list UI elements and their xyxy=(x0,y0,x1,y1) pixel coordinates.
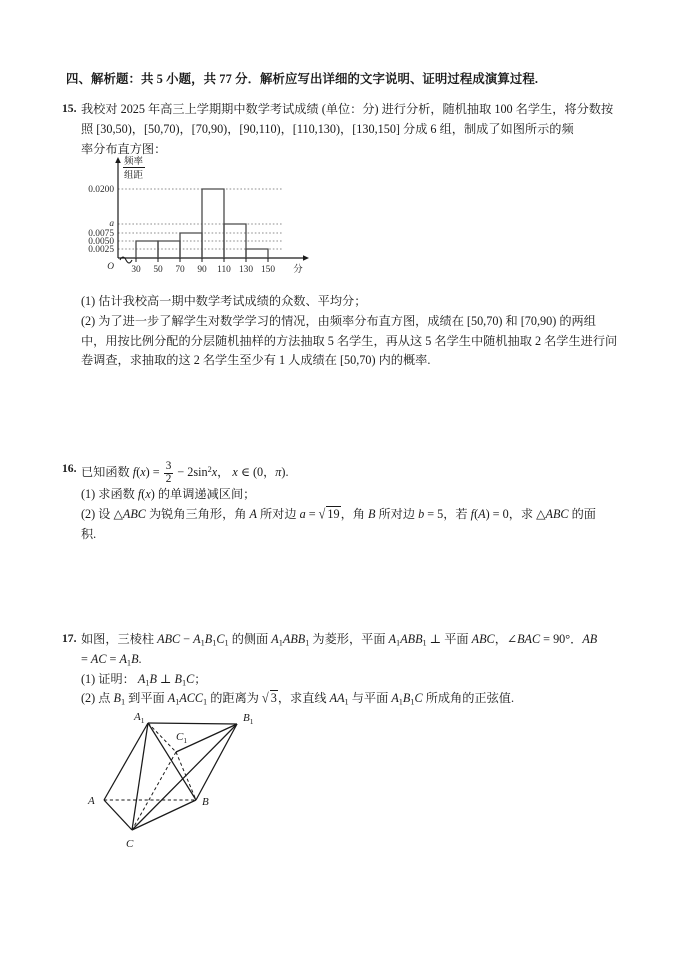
vertex-label-B1: $B_1$ xyxy=(243,712,254,726)
x-tick-50: 50 xyxy=(153,265,163,275)
edge-C1-C-dashed xyxy=(132,752,176,830)
origin-label: O xyxy=(107,262,114,272)
x-tick-30: 30 xyxy=(131,265,141,275)
vertex-label-C1: $C_1$ xyxy=(176,731,188,745)
vertex-label-A: A xyxy=(88,795,95,807)
x-axis-arrow xyxy=(303,255,309,261)
y-axis-label-numerator: 频率 xyxy=(124,156,144,167)
histogram-bars xyxy=(136,189,268,258)
fraction-3-over-2: $\frac{3}{2}$ xyxy=(165,459,172,485)
prism-figure xyxy=(78,704,328,854)
question-16-body xyxy=(81,460,628,545)
vertex-label-B: B xyxy=(202,796,209,808)
prism-svg xyxy=(78,704,328,854)
edge-B-B1 xyxy=(196,724,237,800)
question-17-line-2: = AC = $A_1B$. xyxy=(81,651,142,668)
prism-visible-edges xyxy=(104,723,237,830)
question-17 xyxy=(62,630,628,709)
edge-A1-C xyxy=(132,723,148,830)
question-17-line-1: 如图，三棱柱 ABC − $A_1B_1C_1$ 的侧面 $A_1ABB_1$ 为菱形，平面 $A_1ABB_1$ ⊥ 平面 ABC，∠BAC = 90°．AB xyxy=(81,632,598,648)
question-15-part-1: (1) 估计我校高一期中数学考试成绩的众数、平均分； xyxy=(81,294,367,308)
y-axis-label-denominator: 组距 xyxy=(124,170,144,181)
x-tick-110: 110 xyxy=(217,265,231,275)
y-tick-00075: 0.0075 xyxy=(88,229,114,239)
x-axis-ticks xyxy=(136,258,268,262)
question-17-part-1: (1) 证明： $A_1B$ ⊥ $B_1C$； xyxy=(81,671,207,687)
question-16-part-1: (1) 求函数 f(x) 的单调递减区间； xyxy=(81,487,256,502)
question-16-part-2-line-2: 积. xyxy=(81,526,97,541)
edge-A-C xyxy=(104,800,132,830)
x-tick-90: 90 xyxy=(197,265,207,275)
x-axis-unit-label: 分 xyxy=(293,264,303,275)
histogram-svg xyxy=(70,152,345,280)
question-15-part-2-line-2: 中，用按比例分配的分层随机抽样的方法抽取 5 名学生，再从这 5 名学生中随机抽取 2 名学生进行问 xyxy=(81,333,618,348)
vertex-label-C: C xyxy=(126,838,134,850)
gridlines xyxy=(118,189,282,249)
edge-C-B xyxy=(132,800,196,830)
question-15-line-2: 照 [30,50)，[50,70)，[70,90)，[90,110)，[110,130)，[130,150] 分成 6 组，制成了如图所示的频 xyxy=(81,121,574,136)
question-15 xyxy=(62,100,628,159)
edge-A1-B1 xyxy=(148,723,237,724)
bar-30-50 xyxy=(136,241,158,258)
question-15-number: 15. xyxy=(62,102,77,115)
y-tick-0200: 0.0200 xyxy=(88,185,114,195)
question-15-line-3: 率分布直方图： xyxy=(81,141,167,156)
bar-50-70 xyxy=(158,241,180,258)
x-tick-70: 70 xyxy=(175,265,185,275)
question-16-part-2-line-1: (2) 设 △ABC 为锐角三角形，角 A 所对边 a = √ 19，角 B 所对边 b = 5，若 f(A) = 0，求 △ABC 的面 xyxy=(81,505,596,523)
question-17-number: 17. xyxy=(62,632,77,645)
y-axis-arrow xyxy=(115,157,121,163)
question-16-stem-prefix: 已知函数 xyxy=(81,465,133,479)
question-15-line-1: 我校对 2025 年高三上学期期中数学考试成绩 (单位：分) 进行分析，随机抽取 100 名学生，将分数按 xyxy=(81,102,614,116)
section-heading: 四、解析题：共 5 小题，共 77 分．解析应写出详细的文字说明、证明过程成演算过程. xyxy=(66,72,539,86)
question-16 xyxy=(62,460,628,545)
question-15-parts xyxy=(62,292,628,371)
edge-A1-A xyxy=(104,723,148,800)
edge-A1-C1-dashed xyxy=(148,723,176,752)
question-17-body xyxy=(81,630,628,709)
question-15-parts-body xyxy=(81,292,628,371)
x-tick-130: 130 xyxy=(238,265,254,275)
y-tick-a: a xyxy=(109,219,114,229)
question-16-stem: 已知函数 f(x) = $\frac{3}{2}$ − $2\sin^2x$， x ∈ (0，π). xyxy=(81,459,289,485)
y-tick-00050: 0.0050 xyxy=(88,237,114,247)
bar-130-150 xyxy=(246,249,268,258)
bar-90-110 xyxy=(202,189,224,258)
question-15-body xyxy=(81,100,628,159)
vertex-label-A1: $A_1$ xyxy=(134,711,145,725)
y-axis-label xyxy=(123,155,145,181)
bar-70-90 xyxy=(180,233,202,258)
question-15-part-2-line-3: 卷调查，求抽取的这 2 名学生至少有 1 人成绩在 [50,70) 内的概率. xyxy=(81,353,431,368)
question-15-part-2-line-1: (2) 为了进一步了解学生对数学学习的情况，由频率分布直方图，成绩在 [50,70) 和 [70,90) 的两组 xyxy=(81,313,596,328)
x-tick-150: 150 xyxy=(260,265,276,275)
question-16-number: 16. xyxy=(62,462,77,475)
y-tick-00025: 0.0025 xyxy=(88,245,114,255)
frequency-histogram xyxy=(70,152,345,280)
question-17-part-2: (2) 点 $B_1$ 到平面 $A_1ACC_1$ 的距离为 √ 3，求直线 $AA_1$ 与平面 $A_1B_1C$ 所成角的正弦值. xyxy=(81,690,515,707)
